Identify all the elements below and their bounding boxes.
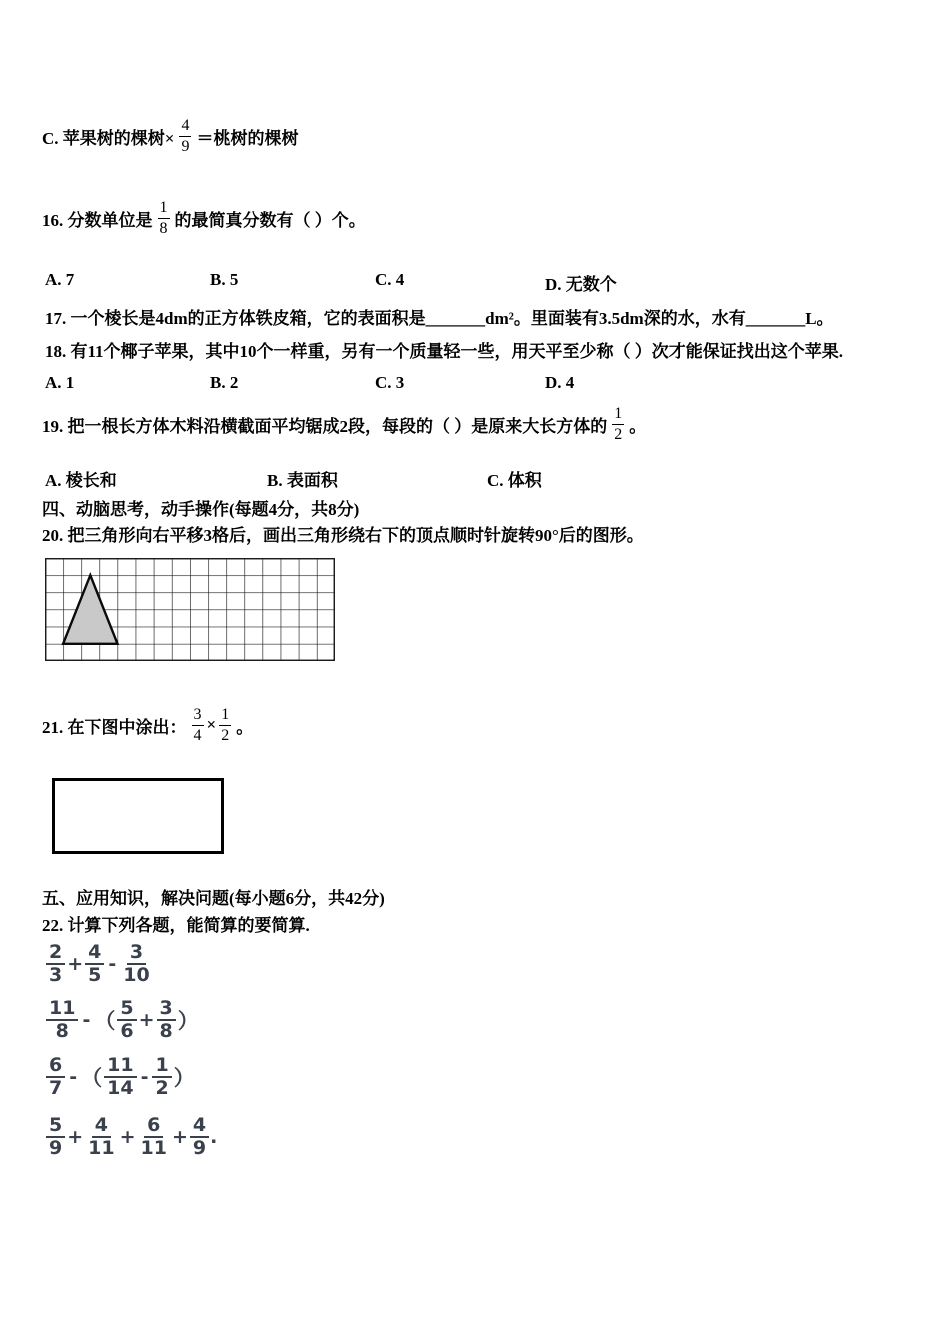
q19-option-b: B. 表面积 [267, 471, 338, 490]
fraction-denominator: 2 [155, 1077, 169, 1099]
fraction-numerator: 1 [152, 1055, 171, 1078]
fraction-numerator: 11 [46, 998, 78, 1021]
q20-grid-figure [45, 558, 335, 666]
fraction-denominator: 7 [49, 1077, 63, 1099]
fraction-2-3 [46, 942, 65, 987]
period: . [210, 1126, 218, 1148]
fraction-numerator: 2 [46, 942, 65, 965]
q18-option-d: D. 4 [545, 373, 575, 392]
fraction-denominator: 9 [49, 1137, 63, 1159]
fraction-4-9 [179, 116, 191, 155]
q18-option-c: C. 3 [375, 373, 405, 392]
plus-sign: + [119, 1126, 136, 1148]
minus-sign: - [69, 1066, 78, 1088]
fraction-4-9-expr [190, 1115, 209, 1160]
fraction-3-4 [192, 705, 204, 744]
fraction-denominator: 8 [159, 1020, 173, 1042]
fraction-numerator: 5 [46, 1115, 65, 1138]
fraction-denominator: 4 [193, 726, 202, 744]
plus-sign: + [67, 953, 84, 975]
multiply-sign: × [206, 715, 217, 734]
section-4-heading: 四、动脑思考，动手操作(每题4分，共8分) [42, 500, 360, 519]
fraction-numerator: 1 [219, 705, 231, 725]
q16-option-c: C. 4 [375, 270, 405, 289]
fraction-numerator: 3 [192, 705, 204, 725]
shading-rectangle [52, 778, 224, 854]
q16-option-a: A. 7 [45, 270, 75, 289]
q19-text-pre: 19. 把一根长方体木料沿横截面平均锯成2段，每段的（ ）是原来大长方体的 [42, 416, 608, 436]
plus-sign: + [67, 1126, 84, 1148]
question-18: 18. 有11个椰子苹果，其中10个一样重，另有一个质量轻一些，用天平至少称（ ）次才能保证找出这个苹果. [45, 342, 844, 361]
expression-3 [45, 1054, 196, 1100]
q18-option-a: A. 1 [45, 373, 75, 392]
fraction-denominator: 8 [55, 1020, 69, 1042]
expression-2 [45, 997, 200, 1043]
left-paren: （ [81, 1066, 103, 1090]
fraction-11-8 [46, 998, 78, 1043]
fraction-numerator: 11 [104, 1055, 136, 1078]
expression-1 [45, 941, 154, 987]
fraction-numerator: 6 [144, 1115, 163, 1138]
question-17: 17. 一个棱长是4dm的正方体铁皮箱，它的表面积是_______dm²。里面装有3.5dm深的水，水有_______L。 [45, 309, 834, 328]
fraction-1-2-q21 [219, 705, 231, 744]
plus-sign: + [171, 1126, 188, 1148]
right-paren: ） [177, 1009, 199, 1033]
q16-option-b: B. 5 [210, 270, 239, 289]
q16-text-pre: 16. 分数单位是 [42, 210, 153, 230]
fraction-denominator: 3 [49, 964, 63, 986]
translation-grid [45, 558, 335, 661]
question-22: 22. 计算下列各题，能简算的要简算. [42, 916, 310, 935]
fraction-numerator: 6 [46, 1055, 65, 1078]
fraction-1-2-expr [152, 1055, 171, 1100]
q19-option-c: C. 体积 [487, 471, 542, 490]
minus-sign: - [82, 1009, 91, 1031]
plus-sign: + [138, 1009, 155, 1031]
option-c-text-post: ＝桃树的棵树 [196, 128, 299, 148]
fraction-denominator: 5 [88, 964, 102, 986]
minus-sign: - [140, 1066, 149, 1088]
fraction-numerator: 4 [179, 116, 191, 136]
left-paren: （ [94, 1009, 116, 1033]
fraction-1-8 [158, 198, 170, 237]
minus-sign: - [108, 953, 117, 975]
fraction-6-11 [138, 1115, 170, 1160]
q18-option-b: B. 2 [210, 373, 239, 392]
q21-text-pre: 21. 在下图中涂出： [42, 717, 187, 737]
fraction-4-11 [85, 1115, 117, 1160]
fraction-5-9 [46, 1115, 65, 1160]
fraction-numerator: 3 [157, 998, 176, 1021]
fraction-denominator: 9 [192, 1137, 207, 1159]
fraction-3-8 [157, 998, 176, 1043]
fraction-3-10 [120, 942, 152, 987]
answer-option-c-line [42, 108, 298, 164]
fraction-numerator: 4 [190, 1115, 209, 1138]
q19-text-post: 。 [629, 416, 647, 436]
fraction-denominator: 14 [107, 1077, 134, 1099]
question-21 [42, 697, 253, 753]
option-c-text-pre: C. 苹果树的棵树× [42, 128, 175, 148]
fraction-denominator: 6 [120, 1020, 134, 1042]
fraction-denominator: 11 [88, 1137, 115, 1159]
question-19 [42, 396, 646, 452]
fraction-denominator: 2 [614, 425, 623, 443]
fraction-numerator: 3 [127, 942, 146, 965]
question-20: 20. 把三角形向右平移3格后，画出三角形绕右下的顶点顺时针旋转90°后的图形。 [42, 526, 644, 545]
fraction-numerator: 4 [85, 942, 104, 965]
expression-4 [45, 1114, 217, 1160]
fraction-6-7 [46, 1055, 65, 1100]
q16-text-post: 的最简真分数有（ ）个。 [174, 210, 366, 230]
fraction-numerator: 1 [612, 404, 624, 424]
fraction-4-5 [85, 942, 104, 987]
q21-text-post: 。 [236, 717, 254, 737]
fraction-denominator: 2 [221, 726, 230, 744]
q16-option-d: D. 无数个 [545, 275, 617, 294]
q19-option-a: A. 棱长和 [45, 471, 117, 490]
section-5-heading: 五、应用知识，解决问题(每小题6分，共42分) [42, 889, 385, 908]
fraction-denominator: 10 [123, 964, 150, 986]
fraction-numerator: 5 [117, 998, 136, 1021]
fraction-denominator: 8 [159, 219, 168, 237]
fraction-1-2 [612, 404, 624, 443]
right-paren: ） [173, 1066, 195, 1090]
fraction-numerator: 1 [158, 198, 170, 218]
fraction-numerator: 4 [92, 1115, 111, 1138]
question-16 [42, 190, 366, 246]
fraction-denominator: 9 [181, 137, 190, 155]
fraction-denominator: 11 [140, 1137, 167, 1159]
fraction-5-6 [117, 998, 136, 1043]
fraction-11-14 [104, 1055, 136, 1100]
